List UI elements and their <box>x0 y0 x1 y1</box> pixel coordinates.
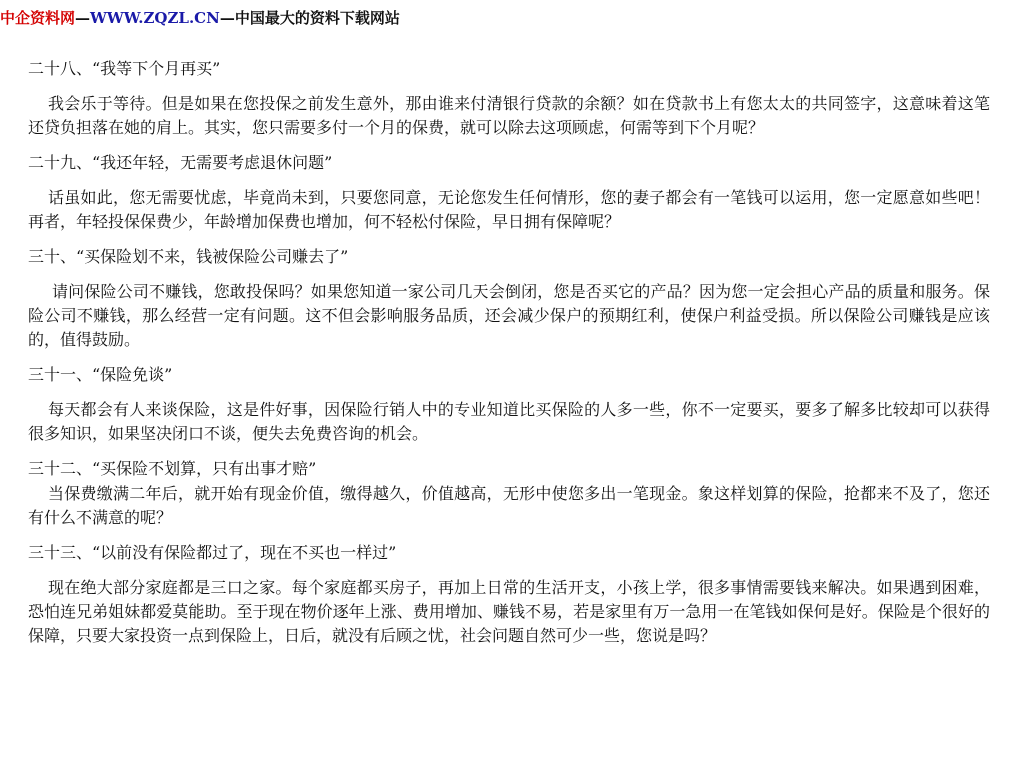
banner-separator: — <box>219 9 235 27</box>
site-banner <box>0 8 400 28</box>
site-name: 中企资料网 <box>0 9 76 27</box>
banner-separator: — <box>75 9 91 27</box>
section-heading: 二十九、“我还年轻，无需要考虑退休问题” <box>28 153 333 172</box>
section-32 <box>28 458 990 530</box>
section-paragraph: 当保费缴满二年后，就开始有现金价值，缴得越久，价值越高，无形中使您多出一笔现金。象这样划算的保险，抢都来不及了，您还有什么不满意的呢？ <box>28 484 990 527</box>
section-heading: 三十、“买保险划不来，钱被保险公司赚去了” <box>28 247 349 266</box>
section-paragraph: 话虽如此，您无需要忧虑，毕竟尚未到，只要您同意，无论您发生任何情形，您的妻子都会有一笔钱可以运用，您一定愿意如些吧！再者，年轻投保保费少，年龄增加保费也增加，何不轻松付保险，早日拥有保障呢？ <box>28 188 990 231</box>
section-heading: 三十一、“保险免谈” <box>28 365 173 384</box>
site-url: WWW.ZQZL.CN <box>90 9 220 27</box>
section-heading: 三十二、“买保险不划算，只有出事才赔” <box>28 459 317 478</box>
section-heading: 二十八、“我等下个月再买” <box>28 59 221 78</box>
section-paragraph: 请问保险公司不赚钱，您敢投保吗？如果您知道一家公司几天会倒闭，您是否买它的产品？因为您一定会担心产品的质量和服务。保险公司不赚钱，那么经营一定有问题。这不但会影响服务品质，还会减少保户的预期红利，使保户利益受损。所以保险公司赚钱是应该的，值得鼓励。 <box>28 282 990 349</box>
document-body <box>28 58 990 648</box>
section-heading: 三十三、“以前没有保险都过了，现在不买也一样过” <box>28 543 397 562</box>
section-paragraph: 我会乐于等待。但是如果在您投保之前发生意外，那由谁来付清银行贷款的余额？如在贷款书上有您太太的共同签字，这意味着这笔还贷负担落在她的肩上。其实，您只需要多付一个月的保费，就可以除去这项顾虑，何需等到下个月呢？ <box>28 94 990 137</box>
section-31 <box>28 364 990 446</box>
section-paragraph: 每天都会有人来谈保险，这是件好事，因保险行销人中的专业知道比买保险的人多一些，你不一定要买，要多了解多比较却可以获得很多知识，如果坚决闭口不谈，便失去免费咨询的机会。 <box>28 400 990 443</box>
section-33 <box>28 542 990 648</box>
section-28 <box>28 58 990 140</box>
site-tagline: 中国最大的资料下载网站 <box>234 9 400 27</box>
section-paragraph: 现在绝大部分家庭都是三口之家。每个家庭都买房子，再加上日常的生活开支，小孩上学，很多事情需要钱来解决。如果遇到困难，恐怕连兄弟姐妹都爱莫能助。至于现在物价逐年上涨、费用增加、赚钱不易，若是家里有万一急用一在笔钱如保何是好。保险是个很好的保障，只要大家投资一点到保险上，日后，就没有后顾之忧，社会问题自然可少一些，您说是吗？ <box>28 578 990 645</box>
section-29 <box>28 152 990 234</box>
section-30 <box>28 246 990 352</box>
